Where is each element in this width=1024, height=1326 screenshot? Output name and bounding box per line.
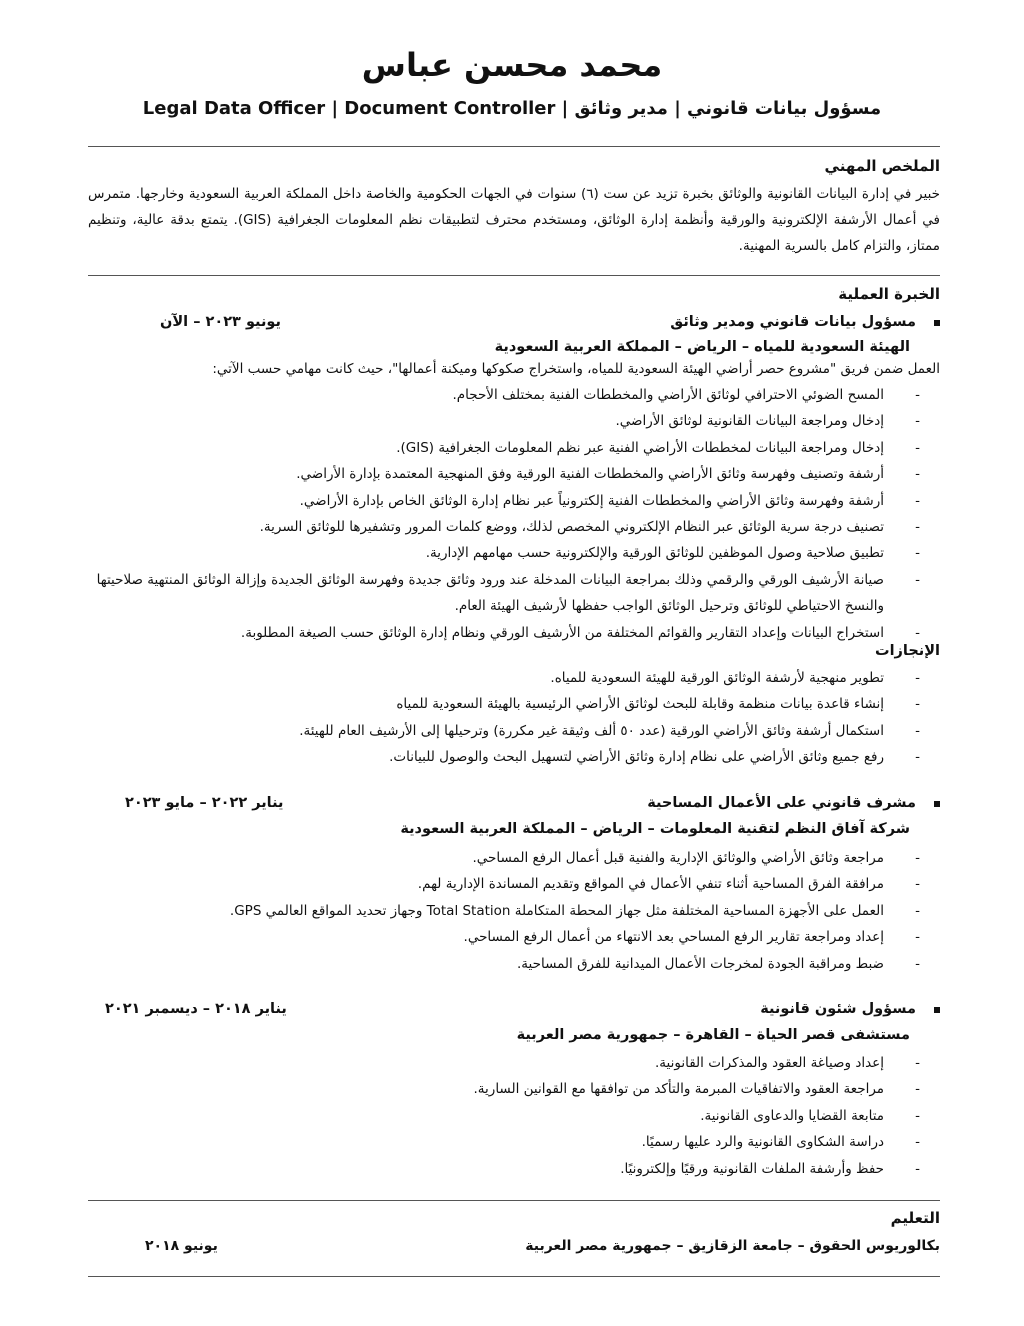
job-organization: الهيئة السعودية للمياه – الرياض – المملكة العربية السعودية bbox=[494, 339, 910, 355]
divider bbox=[88, 275, 940, 276]
summary-text: خبير في إدارة البيانات القانونية والوثائق بخبرة تزيد عن ست (٦) سنوات في الجهات الحكومية والخاصة داخل المملكة العربية السعودية وخارجها. متمرس في أعمال الأرشفة الإلكترونية والورقية وأنظمة إدارة الوثائق، ومستخدم محترف لتطبيقات نظم المعلومات الجغرافية (GIS). يتمتع بدقة عالية، وتنظيم ممتاز، والتزام كامل بالسرية المهنية. bbox=[88, 186, 940, 254]
list-item: - إعداد وصياغة العقود والمذكرات القانونية. bbox=[88, 1050, 920, 1076]
job-task-list bbox=[88, 1050, 920, 1182]
job-task-list bbox=[88, 845, 920, 977]
divider bbox=[88, 1276, 940, 1277]
job-header bbox=[88, 1001, 940, 1025]
list-item: - إنشاء قاعدة بيانات منظمة وقابلة للبحث لوثائق الأراضي الرئيسية بالهيئة السعودية للمياه bbox=[88, 691, 920, 717]
job-title: مسؤول بيانات قانوني ومدير وثائق bbox=[670, 314, 916, 330]
list-item: - حفظ وأرشفة الملفات القانونية ورقيًا وإلكترونيًا. bbox=[88, 1156, 920, 1182]
list-item: - المسح الضوئي الاحترافي لوثائق الأراضي والمخططات الفنية بمختلف الأحجام. bbox=[88, 382, 920, 408]
job-tagline bbox=[0, 98, 1024, 119]
list-item: - أرشفة وفهرسة وثائق الأراضي والمخططات الفنية إلكترونياً عبر نظام إدارة الوثائق الخاص بإدارة الأراضي. bbox=[88, 488, 920, 514]
list-item: - إدخال ومراجعة البيانات لمخططات الأراضي الفنية عبر نظم المعلومات الجغرافية (GIS). bbox=[88, 435, 920, 461]
education-date: يونيو ٢٠١٨ bbox=[145, 1238, 218, 1254]
square-bullet-icon bbox=[934, 320, 940, 326]
list-item: - مرافقة الفرق المساحية أثناء تنفي الأعمال في المواقع وتقديم المساندة الإدارية لهم. bbox=[88, 871, 920, 897]
list-item: - أرشفة وتصنيف وفهرسة وثائق الأراضي والمخططات الفنية الورقية وفق المنهجية المعتمدة بإدارة الأراضي. bbox=[88, 461, 920, 487]
job-tagline-text: مسؤول بيانات قانوني | مدير وثائق | Legal Data Officer | Document Controller bbox=[142, 98, 882, 119]
list-item: - دراسة الشكاوى القانونية والرد عليها رسميًا. bbox=[88, 1129, 920, 1155]
job-header bbox=[88, 795, 940, 819]
square-bullet-icon bbox=[934, 801, 940, 807]
list-item: - مراجعة العقود والاتفاقيات المبرمة والتأكد من توافقها مع القوانين السارية. bbox=[88, 1076, 920, 1102]
summary-title: الملخص المهني bbox=[824, 157, 940, 175]
list-item: - صيانة الأرشيف الورقي والرقمي وذلك بمراجعة البيانات المدخلة عند ورود وثائق جديدة وفهرسة الوثائق الجديدة وإزالة الوثائق المنتهية صلاحيتها والنسخ الاحتياطي للوثائق وترحيل الوثائق الواجب حفظها لأرشيف الهيئة العام. bbox=[88, 567, 920, 620]
list-item: - إدخال ومراجعة البيانات القانونية لوثائق الأراضي. bbox=[88, 408, 920, 434]
list-item: - تطوير منهجية لأرشفة الوثائق الورقية للهيئة السعودية للمياه. bbox=[88, 665, 920, 691]
job-title: مشرف قانوني على الأعمال المساحية bbox=[647, 795, 916, 811]
job-title: مسؤول شئون قانونية bbox=[760, 1001, 916, 1017]
job-date: يناير ٢٠١٨ – ديسمبر ٢٠٢١ bbox=[105, 1001, 287, 1017]
list-item: - تطبيق صلاحية وصول الموظفين للوثائق الورقية والإلكترونية حسب مهامهم الإدارية. bbox=[88, 540, 920, 566]
candidate-name: محمد محسن عباس bbox=[361, 46, 663, 84]
list-item: - استخراج البيانات وإعداد التقارير والقوائم المختلفة من الأرشيف الورقي ونظام إدارة الوثائق حسب الصيغة المطلوبة. bbox=[88, 620, 920, 646]
job-organization: شركة آفاق النظم لتقنية المعلومات – الرياض – المملكة العربية السعودية bbox=[400, 821, 910, 837]
list-item: - تصنيف درجة سرية الوثائق عبر النظام الإلكتروني المخصص لذلك، ووضع كلمات المرور وتشفيرها للوثائق السرية. bbox=[88, 514, 920, 540]
job-task-list bbox=[88, 382, 920, 646]
square-bullet-icon bbox=[934, 1007, 940, 1013]
list-item: - إعداد ومراجعة تقارير الرفع المساحي بعد الانتهاء من أعمال الرفع المساحي. bbox=[88, 924, 920, 950]
job-date: يناير ٢٠٢٢ – مايو ٢٠٢٣ bbox=[125, 795, 284, 811]
job-organization: مستشفى قصر الحياة – القاهرة – جمهورية مصر العربية bbox=[516, 1027, 910, 1043]
job-date: يونيو ٢٠٢٣ – الآن bbox=[160, 314, 281, 330]
list-item: - متابعة القضايا والدعاوى القانونية. bbox=[88, 1103, 920, 1129]
achievements-list bbox=[88, 665, 920, 771]
list-item: - العمل على الأجهزة المساحية المختلفة مثل جهاز المحطة المتكاملة Total Station وجهاز تحديد المواقع العالمي GPS. bbox=[88, 898, 920, 924]
list-item: - ضبط ومراقبة الجودة لمخرجات الأعمال الميدانية للفرق المساحية. bbox=[88, 951, 920, 977]
experience-title: الخبرة العملية bbox=[838, 285, 940, 303]
list-item: - استكمال أرشفة وثائق الأراضي الورقية (عدد ٥٠ ألف وثيقة غير مكررة) وترحيلها إلى الأرشيف العام للهيئة. bbox=[88, 718, 920, 744]
job-header bbox=[88, 314, 940, 338]
education-title: التعليم bbox=[890, 1209, 940, 1227]
achievements-title: الإنجازات bbox=[875, 643, 940, 659]
list-item: - رفع جميع وثائق الأراضي على نظام إدارة وثائق الأراضي لتسهيل البحث والوصول للبيانات. bbox=[88, 744, 920, 770]
job-intro: العمل ضمن فريق "مشروع حصر أراضي الهيئة السعودية للمياه، واستخراج صكوكها وميكنة أعمالها"، حيث كانت مهامي حسب الآتي: bbox=[212, 361, 940, 377]
education-degree: بكالوريوس الحقوق – جامعة الزقازيق – جمهورية مصر العربية bbox=[525, 1238, 940, 1254]
divider bbox=[88, 146, 940, 147]
divider bbox=[88, 1200, 940, 1201]
list-item: - مراجعة وثائق الأراضي والوثائق الإدارية والفنية قبل أعمال الرفع المساحي. bbox=[88, 845, 920, 871]
